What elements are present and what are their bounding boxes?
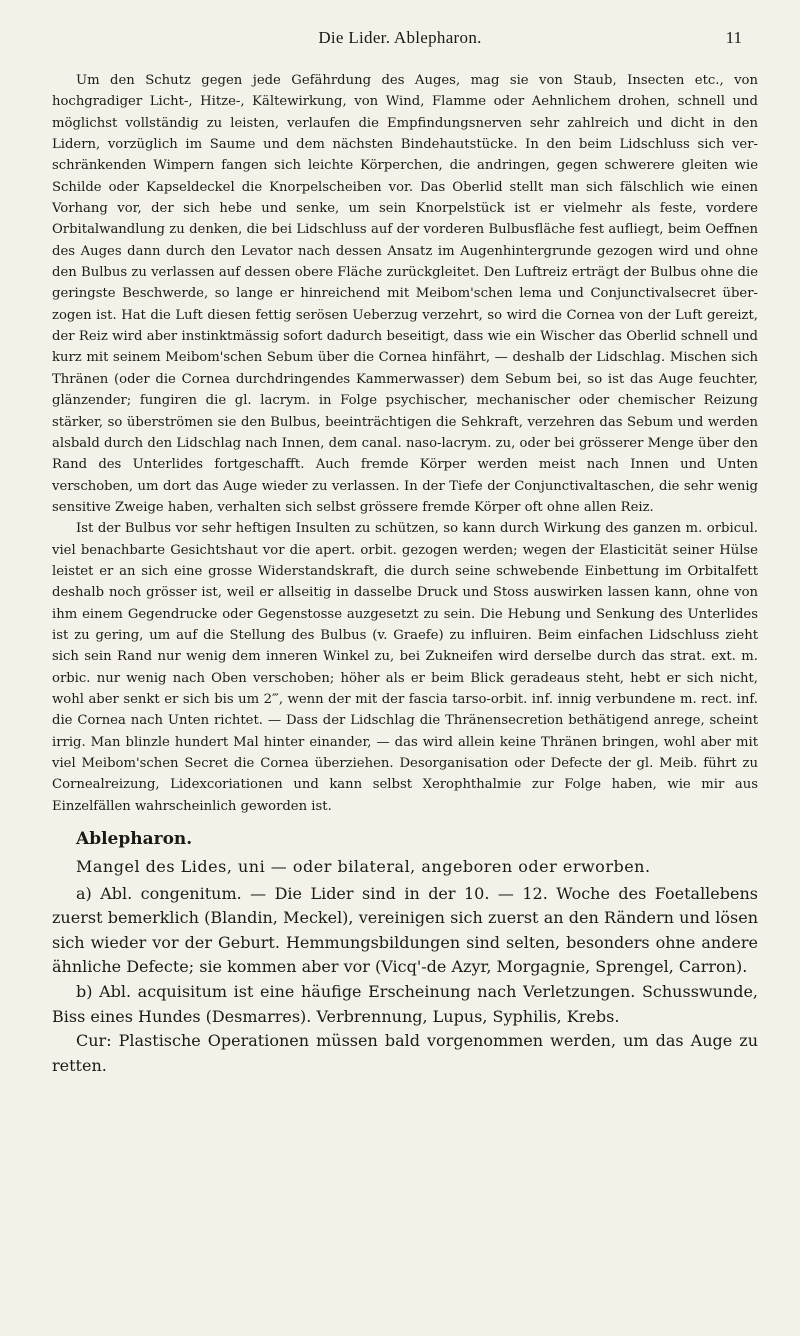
running-head: Die Lider. Ablepharon. xyxy=(318,28,482,47)
section-definition: Mangel des Lides, uni — oder bilateral, angeboren oder erworben. xyxy=(76,857,651,877)
page-number: 11 xyxy=(725,28,742,47)
body-text xyxy=(52,70,758,1078)
item-cure: Cur: Plastische Operationen müssen bald vorgenommen werden, um das Auge zu retten. xyxy=(52,1031,758,1075)
page-header xyxy=(0,28,800,58)
item-acquisitum: b) Abl. acquisitum ist eine häufige Erscheinung nach Verletzungen. Schusswunde, Biss eines Hundes (Desmarres). Verbrennung, Lupus, Syphilis, Krebs. xyxy=(52,982,758,1026)
paragraph-bulbus-protection: Ist der Bulbus vor sehr heftigen Insulten zu schützen, so kann durch Wirkung des ganzen m. orbicul. viel benachbarte Gesichtshaut vor die apert. orbit. gezogen werden; wegen der Elasticität seiner Hülse leistet er an sich eine grosse Widerstandskraft, die durch seine schwebende Einbettung im Orbitalfett deshalb noch grösser ist, weil er allseitig in dasselbe Druck und Stoss auswirken lassen kann, ohne von ihm einem Gegendrucke oder Gegenstosse auzgesetzt zu sein. Die Hebung und Senkung des Unterlides ist zu gering, um auf die Stellung des Bulbus (v. Graefe) zu influiren. Beim einfachen Lidschluss zieht sich sein Rand nur wenig dem inneren Winkel zu, bei Zukneifen wird derselbe durch das strat. ext. m. orbic. nur wenig nach Oben verschoben; höher als er beim Blick geradeaus steht, hebt er sich nicht, wohl aber senkt er sich bis um 2‴, wenn der mit der fascia tarso-orbit. inf. innig verbundene m. rect. inf. die Cornea nach Unten richtet. — Dass der Lidschlag die Thränensecretion bethätigend anrege, scheint irrig. Man blinzle hundert Mal hinter einander, — das wird allein keine Thränen bringen, wohl aber mit viel Meibom'schen Secret die Cornea überziehen. Desorganisation oder Defecte der gl. Meib. führt zu Cornealreizung, Lidexcoriationen und kann selbst Xerophthalmie zur Folge haben, wie mir aus Einzelfällen wahrscheinlich geworden ist. xyxy=(52,521,758,814)
item-congenitum: a) Abl. congenitum. — Die Lider sind in der 10. — 12. Woche des Foetallebens zuerst bemerklich (Blandin, Meckel), vereinigen sich zuerst an den Rändern und lösen sich wieder vor der Geburt. Hemmungsbildungen sind selten, besonders ohne andere ähnliche Defecte; sie kommen aber vor (Vicq'-de Azyr, Morgagnie, Sprengel, Carron). xyxy=(52,883,758,977)
section-title: Ablepharon. xyxy=(76,829,193,850)
paragraph-eyelid-protection: Um den Schutz gegen jede Gefährdung des Auges, mag sie von Staub, Insecten etc., von hochgradiger Licht-, Hitze-, Kältewirkung, von Wind, Flamme oder Aehnlichem drohen, schnell und möglichst vollständig zu leisten, verlaufen die Empfindungsnerven sehr zahlreich und dicht in den Lidern, vorzüglich im Saume und dem nächsten Bindehautstücke. In den beim Lidschluss sich verschränkenden Wimpern fangen sich leichte Körperchen, die andringen, gegen schwerere gleiten wie Schilde oder Kapseldeckel die Knorpelscheiben vor. Das Oberlid stellt man sich fälschlich wie einen Vorhang vor, der sich hebe und senke, um sein Knorpelstück ist er vielmehr als feste, vordere Orbitalwandlung zu denken, die bei Lidschluss auf der vorderen Bulbusfläche fest aufliegt, beim Oeffnen des Auges dann durch den Levator nach dessen Ansatz im Augenhintergrunde gezogen wird und ohne den Bulbus zu verlassen auf dessen obere Fläche zurückgleitet. Den Luftreiz erträgt der Bulbus ohne die geringste Beschwerde, so lange er hinreichend mit Meibom'schen lema und Conjunctivalsecret überzogen ist. Hat die Luft diesen fettig serösen Ueberzug verzehrt, so wird die Cornea von der Luft gereizt, der Reiz wird aber instinktmässig sofort dadurch beseitigt, dass wie ein Wischer das Oberlid schnell und kurz mit seinem Meibom'schen Sebum über die Cornea hinfährt, — deshalb der Lidschlag. Mischen sich Thränen (oder die Cornea durchdringendes Kammerwasser) dem Sebum bei, so ist das Auge feuchter, glänzender; fungiren die gl. lacrym. in Folge psychischer, mechanischer oder chemischer Reizung stärker, so überströmen sie den Bulbus, beeinträchtigen die Sehkraft, verzehren das Sebum und werden alsbald durch den Lidschlag nach Innen, dem canal. naso-lacrym. zu, oder bei grösserer Menge über den Rand des Unterlides fortgeschafft. Auch fremde Körper werden meist nach Innen und Unten verschoben, um dort das Auge wieder zu verlassen. In der Tiefe der Conjunctivaltaschen, die sehr wenig sensitive Zweige haben, verhalten sich selbst grössere fremde Körper oft ohne allen Reiz. xyxy=(52,73,758,515)
